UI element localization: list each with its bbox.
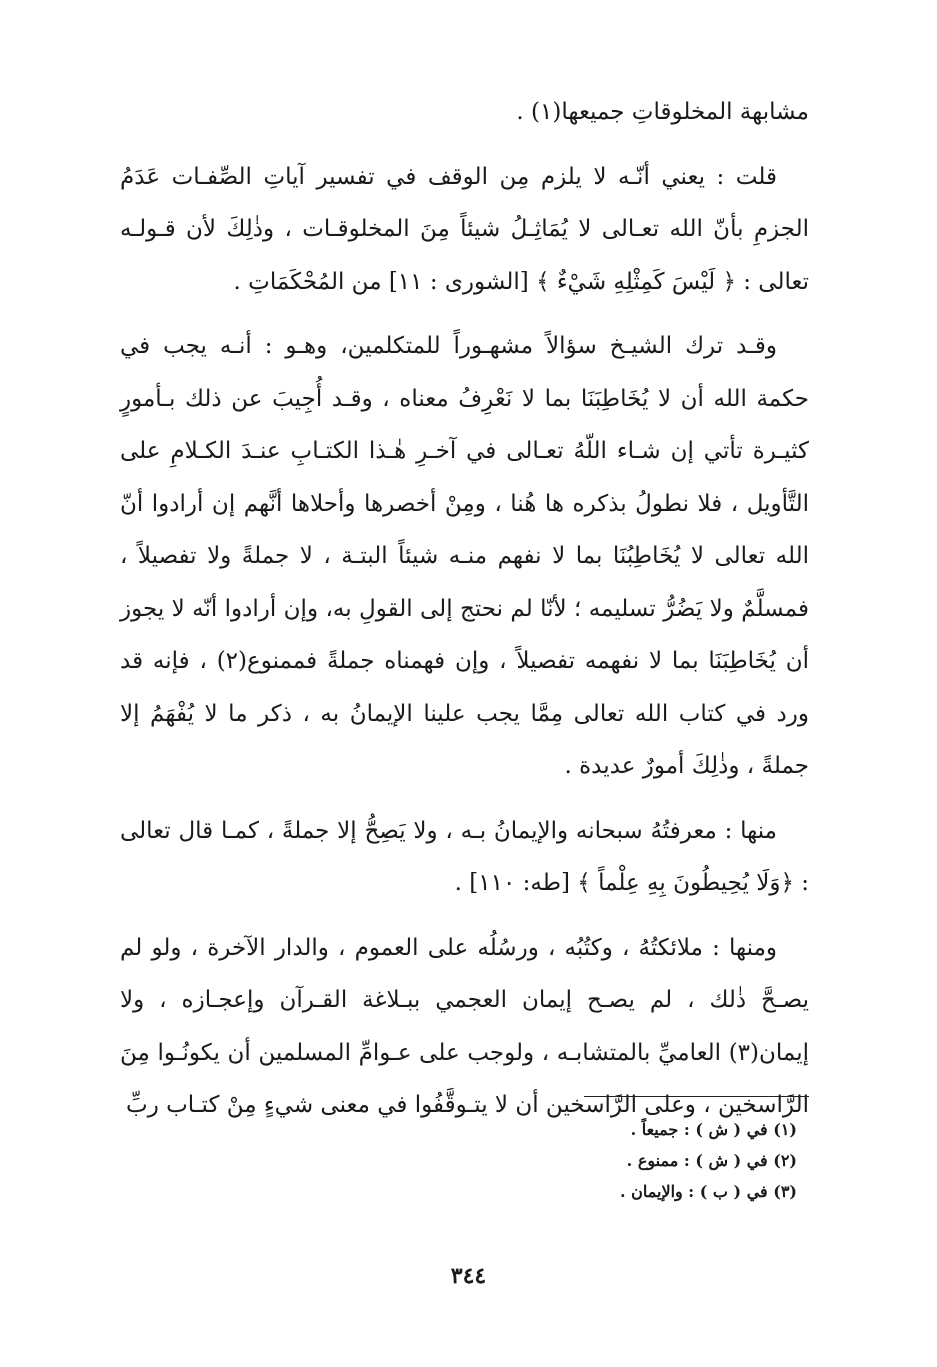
paragraph-1: مشابهة المخلوقاتِ جميعها(١) . bbox=[516, 99, 809, 125]
main-text bbox=[120, 86, 809, 1132]
footnote-1: (١) في ( ش ) : جميعاً . bbox=[630, 1120, 797, 1139]
footnote-2: (٢) في ( ش ) : ممنوع . bbox=[626, 1151, 797, 1170]
footnote-divider bbox=[584, 1096, 809, 1097]
paragraph-5: ومنها : ملائكتُهُ ، وكتُبُه ، ورسُلُه على العموم ، والدار الآخرة ، ولو لم يصـحَّ ذٰلك ، لم يصـح إيمان العجمي ببـلاغة القـرآن وإعجـازه ، ولا إيمان(٣) العاميِّ بالمتشابـه ، ولوجب على عـوامِّ المسلمين أن يكونُـوا مِنَ الرَّاسخين ، وعلى الرَّاسخين أن لا يتـوقَّفُوا في معنى شيءٍ مِنْ كتـاب ربِّ bbox=[120, 934, 809, 1118]
paragraph-2: قلت : يعني أنّـه لا يلزم مِن الوقف في تفسير آياتِ الصِّفـات عَدَمُ الجزمِ بأنّ الله تعـالى لا يُمَاثِـلُ شيئاً مِنَ المخلوقـات ، وذٰلِكَ لأن قـولـه تعالى : ﴿ لَيْسَ كَمِثْلِهِ شَيْءٌ ﴾ [الشورى : ١١] من المُحْكَمَاتِ . bbox=[120, 163, 809, 295]
paragraph-3: وقـد ترك الشيـخ سؤالاً مشهـوراً للمتكلمين، وهـو : أنـه يجب في حكمة الله أن لا يُخَاطِبَنَا بما لا نَعْرِفُ معناه ، وقـد أُجِيبَ عن ذلك بـأمورٍ كثيـرة تأتي إن شـاء اللّهُ تعـالى في آخـرِ هٰـذا الكتـابِ عنـدَ الكـلامِ على التَّأويل ، فلا نطولُ بذكره ها هُنا ، ومِنْ أخصرها وأحلاها أنَّهم إن أرادوا أنّ الله تعالى لا يُخَاطِبُنَا بما لا نفهم منـه شيئاً البتـة ، لا جملةً ولا تفصيلاً ، فمسلَّمٌ ولا يَضُرُّ تسليمه ؛ لأنّا لم نحتج إلى القولِ به، وإن أرادوا أنّه لا يجوز أن يُخَاطِبَنَا بما لا نفهمه تفصيلاً ، وإن فهمناه جملةً فممنوع(٢) ، فإنه قد ورد في كتاب الله تعالى مِمَّا يجب علينا الإيمانُ به ، ذكر ما لا يُفْهَمُ إلا جملةً ، وذٰلِكَ أمورٌ عديدة . bbox=[120, 333, 809, 779]
page-number: ٣٤٤ bbox=[450, 1263, 487, 1289]
paragraph-4: منها : معرفتُهُ سبحانه والإيمانُ بـه ، ولا يَصِحُّ إلا جملةً ، كمـا قال تعالى : ﴿وَلَا يُحِيطُونَ بِهِ عِلْماً ﴾ [طه: ١١٠] . bbox=[120, 817, 809, 896]
footnote-3: (٣) في ( ب ) : والإيمان . bbox=[619, 1182, 797, 1201]
footnotes bbox=[417, 1114, 797, 1207]
